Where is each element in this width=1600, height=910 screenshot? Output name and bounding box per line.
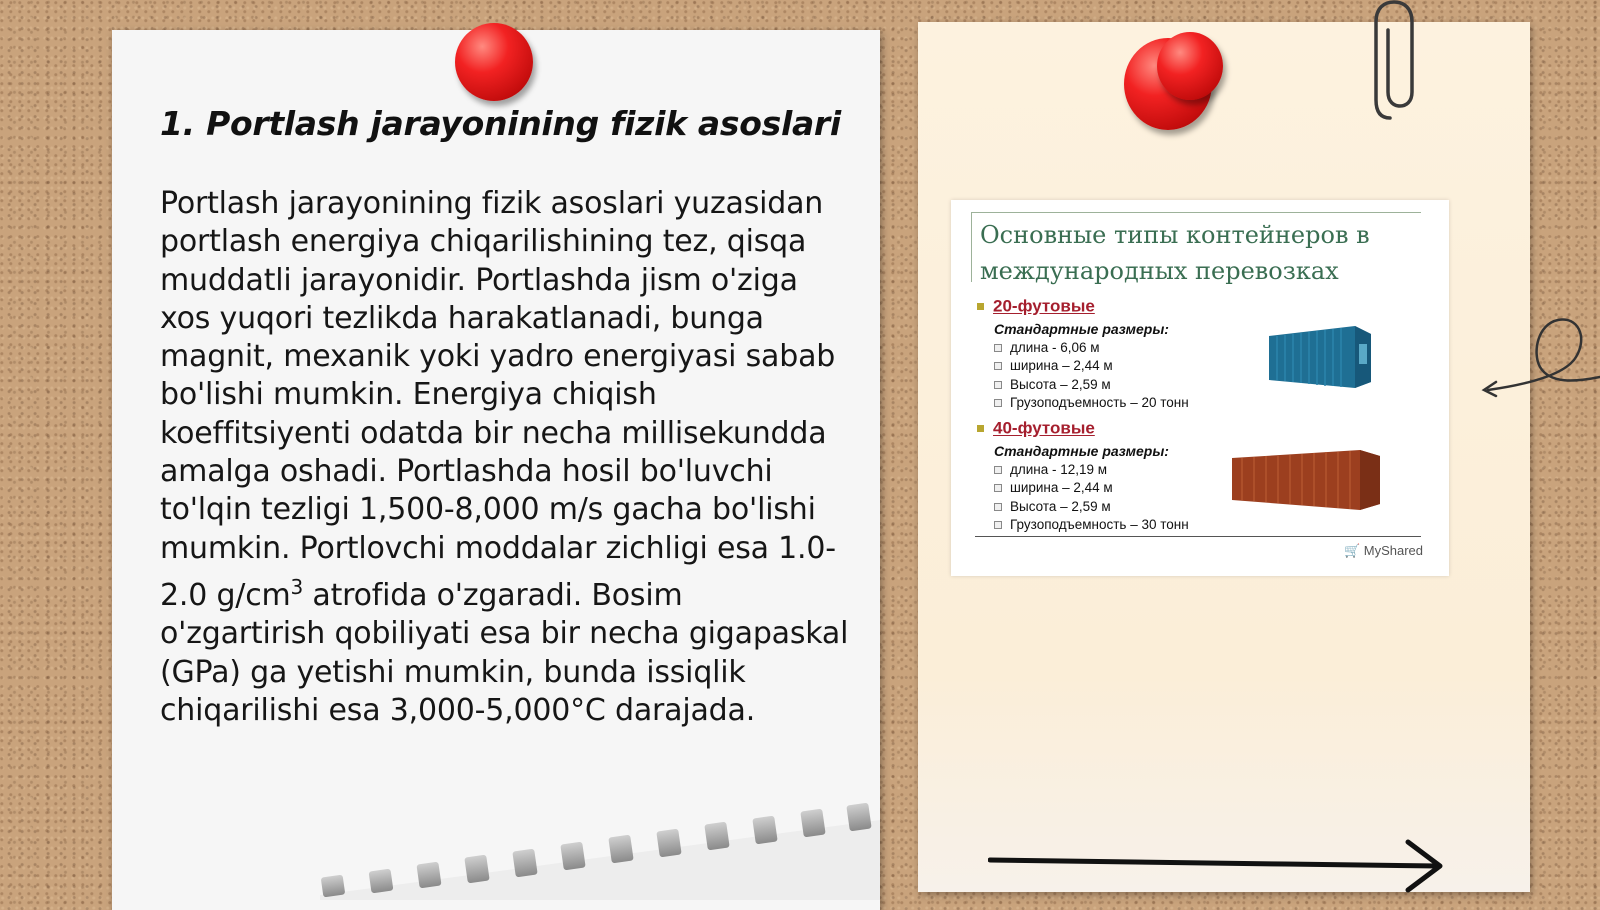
checkbox-bullet-icon — [994, 344, 1002, 352]
slide-title: Основные типы контейнеров в международных перевозках — [980, 221, 1370, 285]
container-20ft-image — [1269, 324, 1371, 388]
slide-divider — [975, 536, 1421, 537]
checkbox-bullet-icon — [994, 503, 1002, 511]
section-heading-row — [977, 418, 1417, 439]
paperclip-icon — [1372, 0, 1422, 126]
spec-text: ширина – 2,44 м — [1010, 358, 1113, 373]
spec-text: ширина – 2,44 м — [1010, 480, 1113, 495]
slide-divider — [971, 212, 1421, 213]
superscript-exponent: 3 — [290, 574, 304, 599]
spec-text: Грузоподъемность – 20 тонн — [1010, 395, 1189, 410]
spec-item — [994, 516, 1417, 535]
pushpin-icon — [455, 23, 533, 101]
watermark-text: MyShared — [1363, 543, 1423, 558]
checkbox-bullet-icon — [994, 484, 1002, 492]
section-heading: 40-футовые — [993, 418, 1095, 438]
section-heading: 20-футовые — [993, 296, 1095, 316]
spec-text: Высота – 2,59 м — [1010, 376, 1111, 392]
checkbox-bullet-icon — [994, 399, 1002, 407]
doodle-curl-arrow-icon — [1480, 312, 1600, 412]
body-text-part1: Portlash jarayonining fizik asoslari yuzasidan portlash energiya chiqarilishining tez, qisqa muddatli jarayonidir. Portlashda jism o'ziga xos yuqori tezlikda harakatlanadi, bunga magnit, mexanik yoki yadro energiyasi sabab bo'lishi mumkin. Energiya chiqish koeffitsiyenti odatda bir necha millisekundda amalga oshadi. Portlashda hosil bo'luvchi to'lqin tezligi 1,500-8,000 m/s gacha bo'lishi mumkin. Portlovchi moddalar zichligi esa 1.0-2.0 g/cm — [160, 186, 836, 613]
spec-item — [994, 394, 1417, 413]
body-paragraph — [160, 185, 850, 730]
cart-icon: 🛒 — [1343, 543, 1361, 558]
spec-text: Высота – 2,59 м — [1010, 498, 1111, 514]
spec-text: длина - 12,19 м — [1010, 461, 1108, 477]
container-40ft-image — [1232, 448, 1380, 510]
body-text-part2: atrofida o'zgaradi. Bosim o'zgartirish qobiliyati esa bir necha gigapaskal (GPa) ga yetishi mumkin, bunda issiqlik chiqarilishi esa 3,000-5,000°C darajada. — [160, 577, 849, 728]
bullet-square-icon — [977, 303, 984, 310]
section-subheading: Стандартные размеры: — [994, 442, 1169, 459]
checkbox-bullet-icon — [994, 466, 1002, 474]
bullet-square-icon — [977, 425, 984, 432]
slide-divider — [971, 212, 972, 282]
checkbox-bullet-icon — [994, 521, 1002, 529]
torn-perforation-decoration — [320, 800, 880, 900]
section-subheading: Стандартные размеры: — [994, 320, 1169, 337]
arrow-right-icon — [988, 838, 1448, 894]
container-types-slide — [951, 200, 1449, 576]
checkbox-bullet-icon — [994, 362, 1002, 370]
spec-text: Грузоподъемность – 30 тонн — [1010, 517, 1189, 532]
page-title: 1. Portlash jarayonining fizik asoslari — [160, 104, 841, 143]
spec-text: длина - 6,06 м — [1010, 339, 1100, 355]
checkbox-bullet-icon — [994, 381, 1002, 389]
pushpin-icon — [1157, 32, 1223, 100]
myshared-watermark — [1344, 543, 1423, 559]
section-heading-row — [977, 296, 1417, 317]
